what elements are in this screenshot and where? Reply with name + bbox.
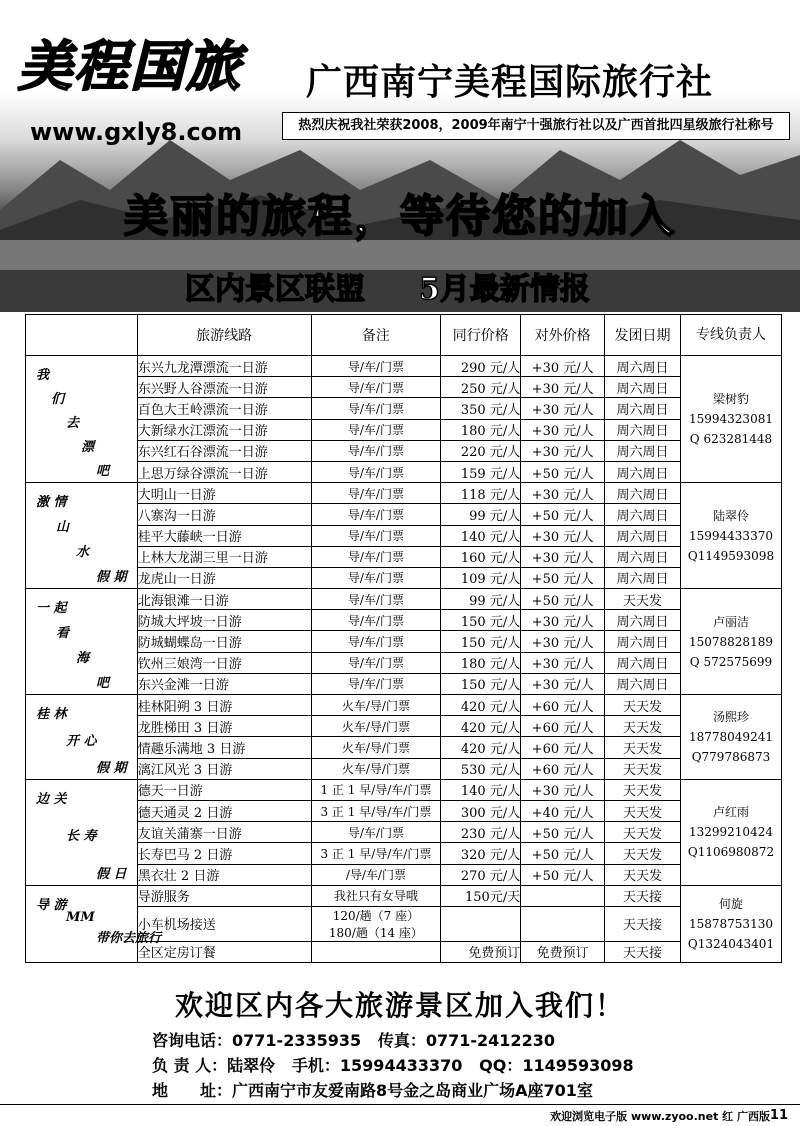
peer-price: 140 元/人 <box>441 525 521 546</box>
route-name: 八寨沟一日游 <box>137 504 311 525</box>
route-note: /导/车/门票 <box>311 864 441 885</box>
public-price <box>521 885 605 906</box>
departure-days: 周六周日 <box>605 652 681 673</box>
peer-price: 150 元/人 <box>441 673 521 694</box>
table-row <box>26 567 782 588</box>
header-peer-price: 同行价格 <box>441 315 521 356</box>
public-price: +30 元/人 <box>521 440 605 461</box>
route-note: 3 正 1 早/导/车/门票 <box>311 800 441 821</box>
route-note: 导/车/门票 <box>311 631 441 652</box>
contact-name: 梁树豹 <box>712 392 749 407</box>
table-row <box>26 610 782 631</box>
route-name: 上林大龙湖三里一日游 <box>137 546 311 567</box>
peer-price: 140 元/人 <box>441 779 521 800</box>
departure-days: 天天发 <box>605 589 681 610</box>
table-row <box>26 504 782 525</box>
peer-price: 220 元/人 <box>441 440 521 461</box>
route-name: 北海银滩一日游 <box>137 589 311 610</box>
peer-price: 150 元/人 <box>441 631 521 652</box>
phone-number: 0771-2335935 <box>232 1031 362 1050</box>
public-price: +50 元/人 <box>521 864 605 885</box>
route-name: 东兴金滩一日游 <box>137 673 311 694</box>
route-name: 情趣乐满地 3 日游 <box>137 737 311 758</box>
table-row <box>26 483 782 504</box>
table-row <box>26 716 782 737</box>
route-note: 导/车/门票 <box>311 525 441 546</box>
departure-days: 天天发 <box>605 695 681 716</box>
fax-label: 传真： <box>377 1031 426 1050</box>
table-row <box>26 737 782 758</box>
category-text: 导 游 <box>36 897 67 913</box>
table-row <box>26 695 782 716</box>
route-name: 东兴野人谷漂流一日游 <box>137 377 311 398</box>
peer-price: 270 元/人 <box>441 864 521 885</box>
category-text: 假 日 <box>96 866 127 882</box>
page-number: 11 <box>769 1108 788 1123</box>
subheading <box>185 264 644 308</box>
table-row <box>26 758 782 779</box>
public-price: +60 元/人 <box>521 758 605 779</box>
public-price: +50 元/人 <box>521 567 605 588</box>
category-text: 桂 林 <box>36 707 67 722</box>
mobile-number: 15994433370 <box>339 1056 463 1075</box>
route-name: 桂平大藤峡一日游 <box>137 525 311 546</box>
category-text: 漂 <box>81 440 95 455</box>
departure-days: 周六周日 <box>605 440 681 461</box>
category-cell <box>26 695 138 780</box>
public-price: +40 元/人 <box>521 800 605 821</box>
route-name: 百色大王岭漂流一日游 <box>137 398 311 419</box>
public-price: +30 元/人 <box>521 652 605 673</box>
route-name: 东兴九龙潭漂流一日游 <box>137 356 311 377</box>
category-text: 山 <box>56 520 70 536</box>
public-price: +60 元/人 <box>521 695 605 716</box>
contact-cell <box>680 695 781 780</box>
public-price: +30 元/人 <box>521 631 605 652</box>
departure-days: 天天发 <box>605 800 681 821</box>
manager-label: 负 责 人： <box>152 1056 228 1075</box>
table-row <box>26 440 782 461</box>
departure-days: 周六周日 <box>605 631 681 652</box>
public-price: +50 元/人 <box>521 843 605 864</box>
category-text: 看 <box>56 626 70 642</box>
phone-label: 咨询电话： <box>152 1031 233 1050</box>
route-note: 120/趟（7 座） 180/趟（14 座） <box>311 906 441 941</box>
route-name: 德天通灵 2 日游 <box>137 800 311 821</box>
category-cell <box>26 356 138 483</box>
route-note: 导/车/门票 <box>311 419 441 440</box>
route-note: 火车/导/门票 <box>311 758 441 779</box>
public-price: +30 元/人 <box>521 398 605 419</box>
contact-phone: 15078828189 <box>688 634 773 649</box>
public-price <box>521 906 605 941</box>
category-cell <box>26 779 138 885</box>
category-text: MM <box>66 910 95 926</box>
route-name: 大明山一日游 <box>137 483 311 504</box>
fax-number: 0771-2412230 <box>425 1031 555 1050</box>
peer-price: 530 元/人 <box>441 758 521 779</box>
header-public-price: 对外价格 <box>521 315 605 356</box>
category-text: 去 <box>66 416 80 431</box>
route-name: 东兴红石谷漂流一日游 <box>137 440 311 461</box>
departure-days: 天天发 <box>605 822 681 843</box>
table-row <box>26 652 782 673</box>
category-text: 吧 <box>96 464 110 479</box>
contact-cell <box>680 589 781 695</box>
category-cell <box>26 885 162 962</box>
contact-qq: Q1324043401 <box>687 936 775 951</box>
departure-days: 天天接 <box>605 885 681 906</box>
bottom-text: 欢迎浏览电子版 www.zyoo.net 红 广西版 <box>550 1110 770 1123</box>
category-text: 假 期 <box>96 570 127 586</box>
public-price: +60 元/人 <box>521 737 605 758</box>
contact-qq: Q779786873 <box>691 749 771 764</box>
public-price: +30 元/人 <box>521 419 605 440</box>
congrats-banner: 热烈庆祝我社荣获2008，2009年南宁十强旅行社以及广西首批四星级旅行社称号 <box>282 112 790 140</box>
table-row <box>26 419 782 440</box>
route-name: 友谊关蒲寨一日游 <box>137 822 311 843</box>
contact-phone-line <box>152 1028 555 1051</box>
peer-price: 250 元/人 <box>441 377 521 398</box>
departure-days: 天天发 <box>605 779 681 800</box>
peer-price <box>441 906 521 941</box>
route-name: 黑衣壮 2 日游 <box>137 864 311 885</box>
route-note: 导/车/门票 <box>311 546 441 567</box>
table-row <box>26 822 782 843</box>
peer-price: 420 元/人 <box>441 716 521 737</box>
category-cell <box>26 589 138 695</box>
contact-phone: 13299210424 <box>688 825 773 840</box>
contact-name: 陆翠伶 <box>712 508 749 523</box>
route-name: 导游服务 <box>137 885 311 906</box>
route-note: 导/车/门票 <box>311 440 441 461</box>
route-note <box>311 941 441 962</box>
table-row <box>26 800 782 821</box>
peer-price: 300 元/人 <box>441 800 521 821</box>
public-price: +30 元/人 <box>521 610 605 631</box>
header-route: 旅游线路 <box>137 315 311 356</box>
peer-price: 420 元/人 <box>441 695 521 716</box>
header-category <box>26 315 138 356</box>
category-text: 水 <box>76 545 90 561</box>
peer-price: 180 元/人 <box>441 652 521 673</box>
contact-cell <box>680 779 781 885</box>
public-price: +30 元/人 <box>521 525 605 546</box>
category-text: 海 <box>76 651 90 667</box>
footer-title: 欢迎区内各大旅游景区加入我们！ <box>174 989 625 1022</box>
route-note: 导/车/门票 <box>311 356 441 377</box>
peer-price: 350 元/人 <box>441 398 521 419</box>
category-text: 激 情 <box>36 495 67 511</box>
route-note: 导/车/门票 <box>311 610 441 631</box>
category-text: 边 关 <box>36 791 67 807</box>
contact-name: 何旋 <box>718 896 743 911</box>
departure-days: 周六周日 <box>605 483 681 504</box>
table-row <box>26 885 782 906</box>
table-row <box>26 398 782 419</box>
route-name: 龙胜梯田 3 日游 <box>137 716 311 737</box>
peer-price: 118 元/人 <box>441 483 521 504</box>
table-header-row <box>26 315 782 356</box>
route-note: 导/车/门票 <box>311 822 441 843</box>
departure-days: 天天发 <box>605 716 681 737</box>
departure-days: 周六周日 <box>605 610 681 631</box>
peer-price: 420 元/人 <box>441 737 521 758</box>
route-name: 小车机场接送 <box>137 906 311 941</box>
route-name: 钦州三娘湾一日游 <box>137 652 311 673</box>
route-note: 导/车/门票 <box>311 504 441 525</box>
route-note: 导/车/门票 <box>311 398 441 419</box>
category-text: 吧 <box>96 676 110 692</box>
mobile-label: 手机： <box>291 1056 340 1075</box>
departure-days: 天天发 <box>605 864 681 885</box>
route-note: 火车/导/门票 <box>311 716 441 737</box>
contact-name: 卢红雨 <box>712 805 749 820</box>
routes-table <box>25 314 782 963</box>
qq-number: 1149593098 <box>522 1056 634 1075</box>
address-text: 广西南宁市友爱南路8号金之岛商业广场A座701室 <box>232 1081 593 1100</box>
category-text: 开 心 <box>66 734 97 749</box>
contact-qq: Q 623281448 <box>689 432 773 447</box>
table-row <box>26 631 782 652</box>
departure-days: 周六周日 <box>605 567 681 588</box>
address-label: 地 址： <box>152 1081 233 1100</box>
route-name: 龙虎山一日游 <box>137 567 311 588</box>
peer-price: 99 元/人 <box>441 589 521 610</box>
departure-days: 周六周日 <box>605 419 681 440</box>
table-row <box>26 843 782 864</box>
contact-cell <box>680 483 781 589</box>
public-price: +60 元/人 <box>521 716 605 737</box>
subheading-left: 区内景区联盟 <box>185 272 365 307</box>
table-row <box>26 779 782 800</box>
table-row <box>26 356 782 377</box>
bottom-divider <box>0 1104 800 1105</box>
route-note: 导/车/门票 <box>311 461 441 482</box>
contact-cell <box>680 356 781 483</box>
route-name: 长寿巴马 2 日游 <box>137 843 311 864</box>
public-price: +50 元/人 <box>521 461 605 482</box>
route-note: 3 正 1 早/导/车/门票 <box>311 843 441 864</box>
category-cell <box>26 483 138 589</box>
category-text: 假 期 <box>96 761 127 776</box>
departure-days: 周六周日 <box>605 546 681 567</box>
category-text: 一 起 <box>36 601 67 617</box>
header-departure: 发团日期 <box>605 315 681 356</box>
public-price: +30 元/人 <box>521 377 605 398</box>
route-name: 上思万绿谷漂流一日游 <box>137 461 311 482</box>
category-text: 我 <box>36 368 50 383</box>
departure-days: 周六周日 <box>605 673 681 694</box>
route-name: 桂林阳朔 3 日游 <box>137 695 311 716</box>
departure-days: 周六周日 <box>605 525 681 546</box>
website-url[interactable]: www.gxly8.com <box>30 118 243 146</box>
departure-days: 天天接 <box>605 906 681 941</box>
peer-price: 159 元/人 <box>441 461 521 482</box>
header-contact: 专线负责人 <box>680 315 781 356</box>
route-note: 导/车/门票 <box>311 377 441 398</box>
route-name: 大新绿水江漂流一日游 <box>137 419 311 440</box>
contact-name: 汤熙珍 <box>712 709 749 724</box>
table-row <box>26 546 782 567</box>
peer-price: 320 元/人 <box>441 843 521 864</box>
public-price: +30 元/人 <box>521 779 605 800</box>
route-name: 德天一日游 <box>137 779 311 800</box>
departure-days: 周六周日 <box>605 461 681 482</box>
slogan: 美丽的旅程，等待您的加入 <box>124 191 676 242</box>
contact-qq: Q1149593098 <box>687 548 775 563</box>
contact-qq: Q1106980872 <box>687 845 775 860</box>
table-row <box>26 589 782 610</box>
contact-qq: Q 572575699 <box>689 654 773 669</box>
public-price: +30 元/人 <box>521 356 605 377</box>
route-note: 导/车/门票 <box>311 589 441 610</box>
departure-days: 天天发 <box>605 737 681 758</box>
route-name: 防城蝴蝶岛一日游 <box>137 631 311 652</box>
public-price: +50 元/人 <box>521 822 605 843</box>
table-row <box>26 461 782 482</box>
public-price: +50 元/人 <box>521 589 605 610</box>
public-price: 免费预订 <box>521 941 605 962</box>
logo: 美程国旅 <box>18 34 242 98</box>
route-note: 火车/导/门票 <box>311 737 441 758</box>
manager-line <box>152 1053 634 1076</box>
contact-cell <box>680 885 781 962</box>
table-row <box>26 377 782 398</box>
public-price: +50 元/人 <box>521 504 605 525</box>
departure-days: 天天接 <box>605 941 681 962</box>
route-name: 漓江风光 3 日游 <box>137 758 311 779</box>
route-note: 导/车/门票 <box>311 673 441 694</box>
peer-price: 230 元/人 <box>441 822 521 843</box>
route-note: 1 正 1 早/导/车/门票 <box>311 779 441 800</box>
public-price: +30 元/人 <box>521 546 605 567</box>
departure-days: 周六周日 <box>605 398 681 419</box>
category-text: 长 寿 <box>66 829 97 845</box>
peer-price: 290 元/人 <box>441 356 521 377</box>
peer-price: 99 元/人 <box>441 504 521 525</box>
departure-days: 周六周日 <box>605 377 681 398</box>
departure-days: 天天发 <box>605 758 681 779</box>
category-text: 们 <box>51 392 65 407</box>
table-row <box>26 525 782 546</box>
subheading-right: 5月最新情报 <box>419 272 590 307</box>
public-price: +30 元/人 <box>521 673 605 694</box>
route-note: 导/车/门票 <box>311 652 441 673</box>
contact-phone: 15994323081 <box>688 412 773 427</box>
address-line <box>152 1078 593 1101</box>
route-name: 防城大坪坡一日游 <box>137 610 311 631</box>
company-name: 广西南宁美程国际旅行社 <box>306 62 714 103</box>
route-note: 导/车/门票 <box>311 483 441 504</box>
peer-price: 180 元/人 <box>441 419 521 440</box>
qq-label: QQ： <box>479 1056 523 1075</box>
contact-phone: 18778049241 <box>688 729 773 744</box>
route-note: 我社只有女导哦 <box>311 885 441 906</box>
route-note: 导/车/门票 <box>311 567 441 588</box>
peer-price: 150 元/人 <box>441 610 521 631</box>
contact-phone: 15994433370 <box>688 528 773 543</box>
manager-name: 陆翠伶 <box>227 1056 276 1075</box>
contact-phone: 15878753130 <box>688 916 773 931</box>
peer-price: 160 元/人 <box>441 546 521 567</box>
public-price: +30 元/人 <box>521 483 605 504</box>
departure-days: 天天发 <box>605 843 681 864</box>
table-row <box>26 673 782 694</box>
peer-price: 150元/天 <box>441 885 521 906</box>
table-row <box>26 864 782 885</box>
header-note: 备注 <box>311 315 441 356</box>
departure-days: 周六周日 <box>605 356 681 377</box>
contact-name: 卢丽洁 <box>712 614 749 629</box>
route-name: 全区定房订餐 <box>137 941 311 962</box>
hero-banner <box>0 0 800 312</box>
category-text: 带你去旅行 <box>96 930 162 946</box>
departure-days: 周六周日 <box>605 504 681 525</box>
peer-price: 免费预订 <box>441 941 521 962</box>
route-note: 火车/导/门票 <box>311 695 441 716</box>
peer-price: 109 元/人 <box>441 567 521 588</box>
